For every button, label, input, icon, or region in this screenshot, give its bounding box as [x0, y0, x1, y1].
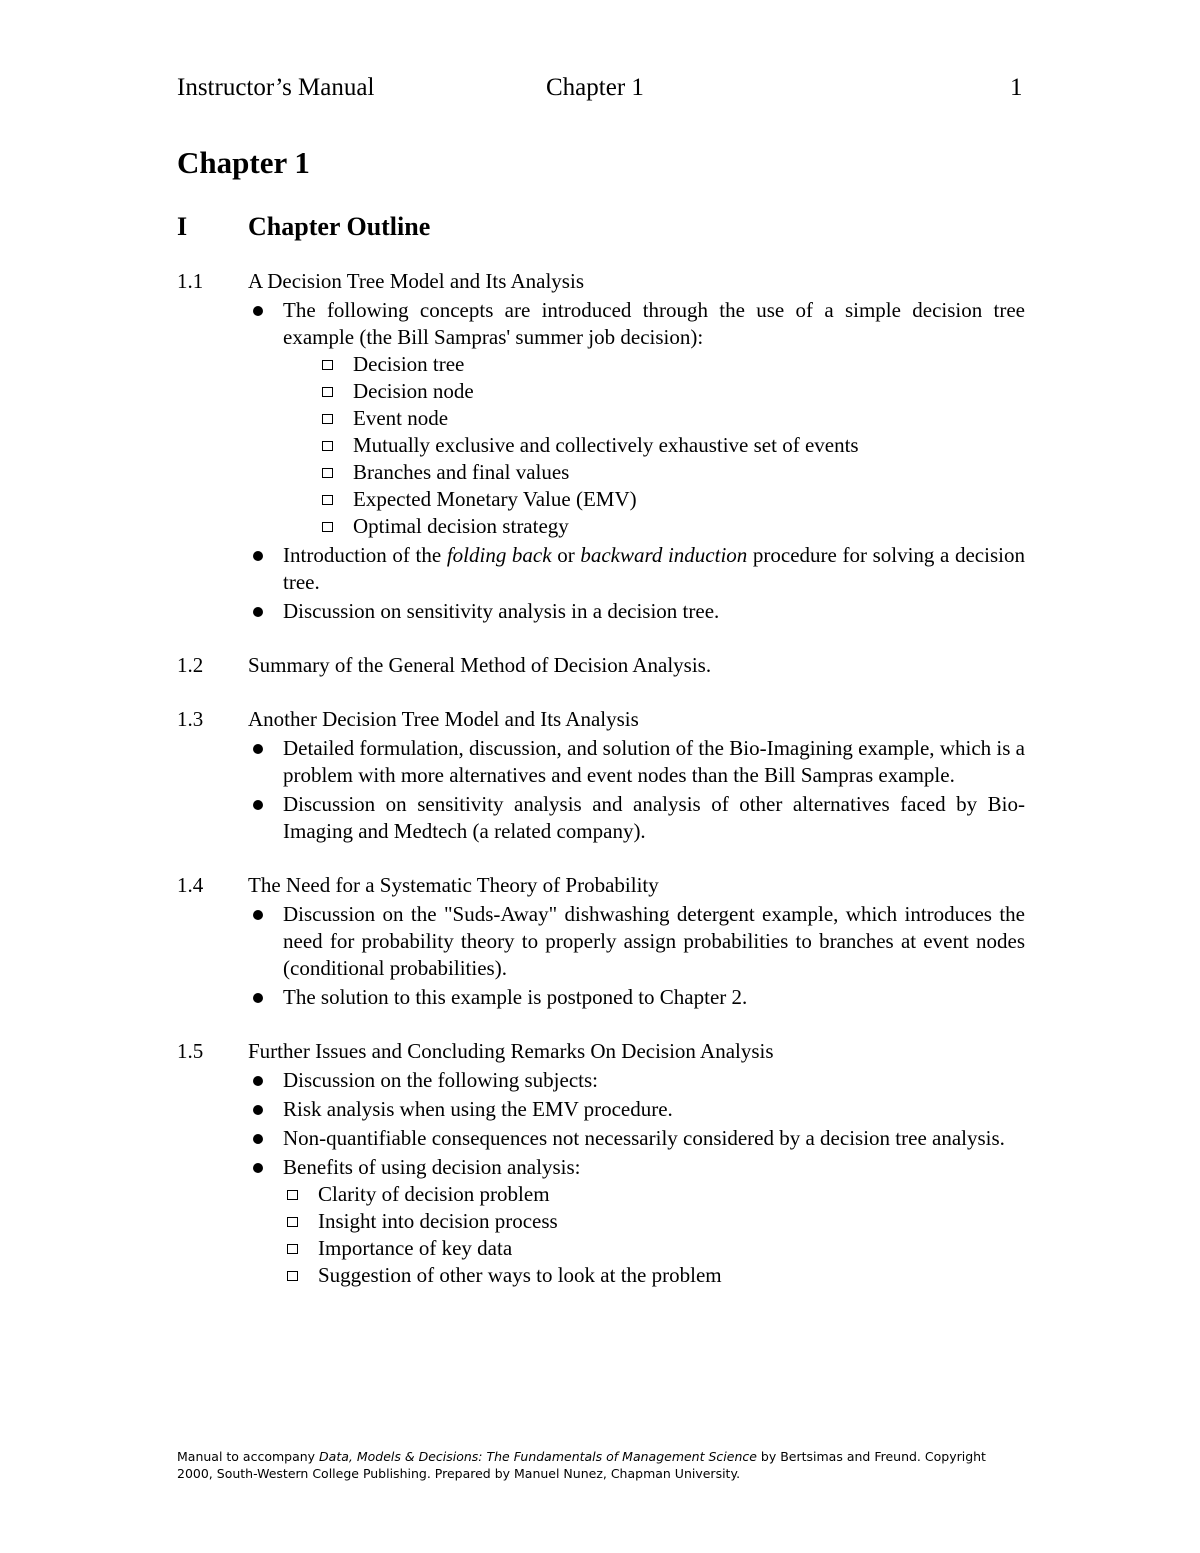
bullet-text-mid: or	[551, 543, 581, 567]
section-title: Another Decision Tree Model and Its Analysis	[248, 707, 639, 731]
bullet-item	[177, 984, 1025, 1011]
bullet-list	[177, 297, 1025, 351]
checkbox-square-icon	[287, 1271, 298, 1281]
bullet-text: Benefits of using decision analysis:	[283, 1155, 581, 1179]
bullet-item	[177, 901, 1025, 982]
sub-bullet-list	[177, 1181, 1025, 1289]
bullet-text: Non-quantifiable consequences not necessarily considered by a decision tree analysis.	[283, 1126, 1005, 1150]
checkbox-square-icon	[322, 387, 333, 397]
bullet-icon	[253, 1134, 263, 1144]
section-title: Further Issues and Concluding Remarks On Decision Analysis	[248, 1039, 774, 1063]
sub-bullet-text: Event node	[353, 406, 449, 430]
section-title: The Need for a Systematic Theory of Probability	[248, 873, 659, 897]
section-1-5	[177, 1038, 1025, 1289]
section-number: 1.5	[177, 1039, 204, 1063]
bullet-icon	[253, 1163, 263, 1173]
checkbox-square-icon	[322, 495, 333, 505]
bullet-icon	[253, 1076, 263, 1086]
sub-bullet-text: Mutually exclusive and collectively exhaustive set of events	[353, 433, 859, 457]
page-footer	[177, 1448, 1025, 1482]
sub-bullet-text: Decision node	[353, 379, 474, 403]
bullet-item	[177, 735, 1025, 789]
section-number: 1.4	[177, 873, 204, 897]
checkbox-square-icon	[322, 441, 333, 451]
footer-text-pre: Manual to accompany	[177, 1449, 320, 1464]
bullet-item	[177, 297, 1025, 351]
bullet-icon	[253, 306, 263, 316]
bullet-item	[177, 1154, 1025, 1181]
outline-body	[177, 268, 1025, 1316]
section-1-1	[177, 268, 1025, 625]
section-heading	[177, 268, 1025, 295]
sub-bullet-item	[177, 378, 1025, 405]
section-heading	[177, 872, 1025, 899]
bullet-text: The solution to this example is postponed to Chapter 2.	[283, 985, 748, 1009]
sub-bullet-item	[177, 1208, 1025, 1235]
section-number: 1.2	[177, 653, 204, 677]
bullet-item	[177, 791, 1025, 845]
section-1-4	[177, 872, 1025, 1011]
sub-bullet-text: Importance of key data	[318, 1236, 513, 1260]
sub-bullet-item	[177, 1262, 1025, 1289]
sub-bullet-text: Expected Monetary Value (EMV)	[353, 487, 637, 511]
bullet-text: Discussion on the "Suds-Away" dishwashing detergent example, which introduces the need for probability theory to properly assign probabilities to branches at event nodes (conditional probabilities).	[283, 902, 1025, 980]
sub-bullet-item	[177, 432, 1025, 459]
sub-bullet-item	[177, 513, 1025, 540]
bullet-item	[177, 598, 1025, 625]
section-title: A Decision Tree Model and Its Analysis	[248, 269, 584, 293]
sub-bullet-text: Branches and final values	[353, 460, 570, 484]
bullet-icon	[253, 800, 263, 810]
term-backward-induction: backward induction	[580, 543, 748, 567]
checkbox-square-icon	[287, 1217, 298, 1227]
sub-bullet-text: Optimal decision strategy	[353, 514, 569, 538]
checkbox-square-icon	[322, 468, 333, 478]
bullet-text: Risk analysis when using the EMV procedure.	[283, 1097, 673, 1121]
section-number: 1.1	[177, 269, 204, 293]
checkbox-square-icon	[322, 360, 333, 370]
section-heading	[177, 706, 1025, 733]
bullet-text: The following concepts are introduced through the use of a simple decision tree example (the Bill Sampras' summer job decision):	[283, 298, 1025, 349]
sub-bullet-item	[177, 351, 1025, 378]
sub-bullet-list	[177, 351, 1025, 540]
sub-bullet-item	[177, 405, 1025, 432]
section-1-3	[177, 706, 1025, 845]
checkbox-square-icon	[287, 1244, 298, 1254]
page-number: 1	[1010, 74, 1023, 101]
bullet-item	[177, 542, 1025, 596]
running-header-center: Chapter 1	[546, 74, 644, 101]
section-heading	[177, 652, 1025, 679]
bullet-item	[177, 1125, 1025, 1152]
sub-bullet-text: Suggestion of other ways to look at the problem	[318, 1263, 722, 1287]
checkbox-square-icon	[322, 522, 333, 532]
section-number: 1.3	[177, 707, 204, 731]
checkbox-square-icon	[287, 1190, 298, 1200]
chapter-title: Chapter 1	[177, 145, 310, 180]
bullet-icon	[253, 1105, 263, 1115]
bullet-list	[177, 1067, 1025, 1181]
bullet-list	[177, 735, 1025, 845]
sub-bullet-item	[177, 486, 1025, 513]
bullet-icon	[253, 910, 263, 920]
sub-bullet-text: Insight into decision process	[318, 1209, 558, 1233]
checkbox-square-icon	[322, 414, 333, 424]
bullet-icon	[253, 551, 263, 561]
sub-bullet-item	[177, 1181, 1025, 1208]
bullet-list	[177, 542, 1025, 625]
footer-text-post: by Bertsimas and Freund. Copyright 2000, South-Western College Publishing. Prepared by Manuel Nunez, Chapman University.	[177, 1449, 986, 1481]
footer-book-title: Data, Models & Decisions: The Fundamentals of Management Science	[319, 1449, 757, 1464]
sub-bullet-item	[177, 459, 1025, 486]
bullet-text: Detailed formulation, discussion, and solution of the Bio-Imagining example, which is a problem with more alternatives and event nodes than the Bill Sampras example.	[283, 736, 1025, 787]
section-heading	[177, 1038, 1025, 1065]
part-number: I	[177, 212, 188, 241]
sub-bullet-item	[177, 1235, 1025, 1262]
bullet-text: Discussion on sensitivity analysis and analysis of other alternatives faced by Bio-Imaging and Medtech (a related company).	[283, 792, 1025, 843]
sub-bullet-text: Decision tree	[353, 352, 465, 376]
term-folding-back: folding back	[446, 543, 552, 567]
part-title: Chapter Outline	[248, 212, 431, 241]
bullet-icon	[253, 607, 263, 617]
running-header-left: Instructor’s Manual	[177, 74, 375, 101]
bullet-icon	[253, 993, 263, 1003]
bullet-text-post: procedure for solving a decision tree.	[283, 543, 1025, 594]
bullet-item	[177, 1067, 1025, 1094]
bullet-list	[177, 901, 1025, 1011]
bullet-text: Discussion on the following subjects:	[283, 1068, 598, 1092]
bullet-text: Discussion on sensitivity analysis in a decision tree.	[283, 599, 720, 623]
sub-bullet-text: Clarity of decision problem	[318, 1182, 550, 1206]
bullet-item	[177, 1096, 1025, 1123]
section-title: Summary of the General Method of Decision Analysis.	[248, 653, 712, 677]
section-1-2	[177, 652, 1025, 679]
bullet-text-pre: Introduction of the	[283, 543, 447, 567]
bullet-icon	[253, 744, 263, 754]
